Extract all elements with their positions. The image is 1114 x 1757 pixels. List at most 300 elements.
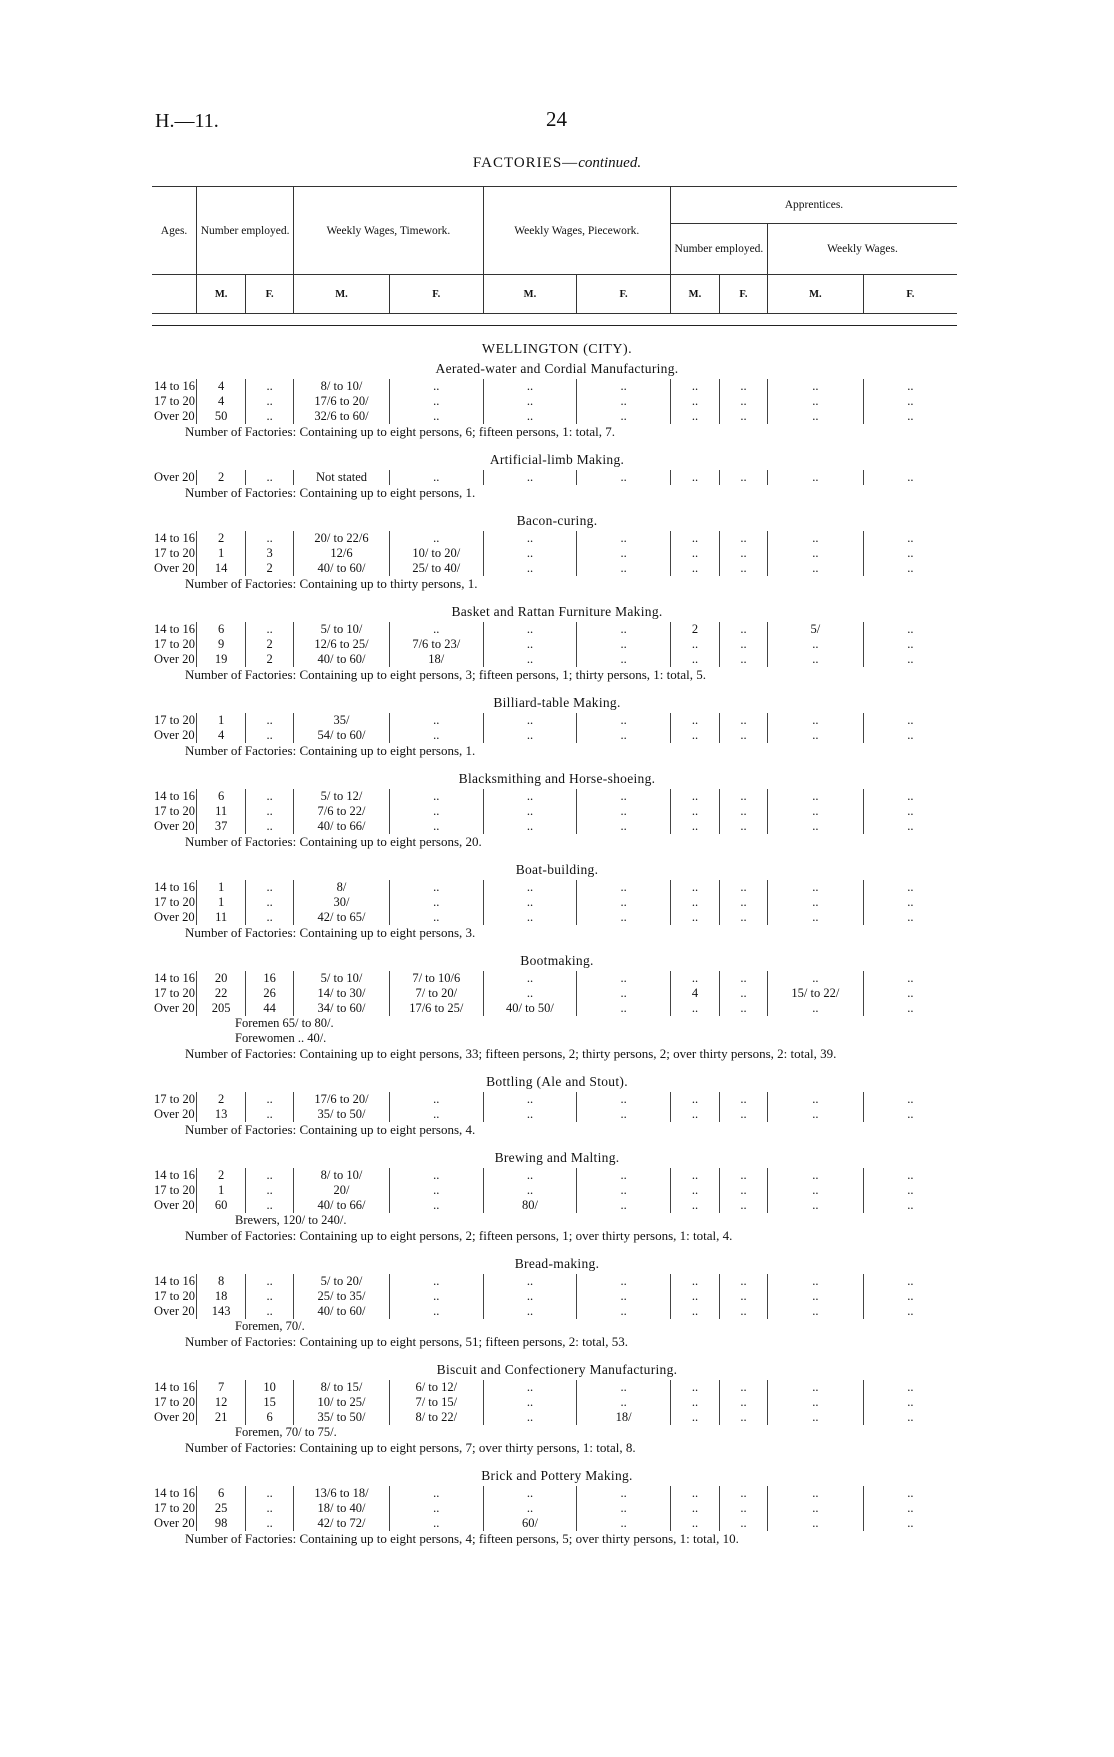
table-cell: Over 20 — [154, 470, 195, 484]
table-cell: 1 — [197, 713, 246, 728]
table-cell: 6 — [197, 1486, 246, 1501]
table-cell: .. — [483, 1092, 577, 1107]
trade-table — [152, 1274, 957, 1319]
table-cell: .. — [670, 1501, 719, 1516]
trade-table — [152, 713, 957, 743]
table-cell: .. — [483, 728, 577, 743]
trade-section — [0, 1150, 1114, 1244]
table-cell: 17 to 20 — [154, 1092, 195, 1106]
trade-table — [152, 622, 957, 667]
table-cell: .. — [863, 622, 957, 637]
table-cell: Over 20 — [154, 652, 195, 666]
trade-heading: Billiard-table Making. — [493, 695, 621, 710]
table-row — [152, 1410, 957, 1425]
table-note: Foremen, 70/. — [235, 1319, 305, 1333]
factories-count: Number of Factories: Containing up to eight persons, 3. — [185, 925, 476, 940]
table-cell: .. — [483, 986, 577, 1001]
table-cell: .. — [577, 409, 671, 424]
table-cell: .. — [246, 1092, 294, 1107]
running-title-continued: continued. — [578, 155, 642, 171]
table-cell: .. — [767, 379, 863, 394]
table-cell: .. — [483, 789, 577, 804]
table-cell: 8/ to 10/ — [294, 379, 390, 394]
header-wages-piecework: Weekly Wages, Piecework. — [483, 187, 670, 275]
table-cell: 17 to 20 — [154, 394, 195, 408]
trade-section — [0, 604, 1114, 683]
table-cell: 14 to 16 — [154, 622, 195, 636]
table-cell: 8/ — [294, 880, 390, 895]
table-cell: .. — [863, 1486, 957, 1501]
table-cell: .. — [483, 394, 577, 409]
table-cell: 6 — [197, 789, 246, 804]
table-cell: 40/ to 50/ — [483, 1001, 577, 1016]
table-cell: 25/ to 40/ — [389, 561, 483, 576]
trade-sections — [0, 361, 1114, 1547]
table-cell: .. — [719, 1289, 767, 1304]
table-cell: .. — [767, 1486, 863, 1501]
table-cell: 80/ — [483, 1198, 577, 1213]
table-cell: .. — [483, 819, 577, 834]
trade-table — [152, 470, 957, 485]
table-cell: .. — [577, 1304, 671, 1319]
table-cell: 60/ — [483, 1516, 577, 1531]
table-cell: .. — [719, 1486, 767, 1501]
table-cell: .. — [863, 1198, 957, 1213]
table-cell: .. — [246, 804, 294, 819]
table-cell: .. — [483, 546, 577, 561]
table-cell: .. — [670, 804, 719, 819]
table-cell: .. — [767, 1380, 863, 1395]
table-cell: .. — [719, 394, 767, 409]
column-header-table — [152, 186, 957, 314]
table-cell: .. — [577, 971, 671, 986]
table-cell: .. — [719, 1501, 767, 1516]
table-cell: .. — [863, 652, 957, 667]
table-cell: .. — [767, 1516, 863, 1531]
table-cell: .. — [719, 1274, 767, 1289]
table-cell: .. — [863, 637, 957, 652]
table-cell: 9 — [197, 637, 246, 652]
trade-section — [0, 361, 1114, 440]
table-cell: .. — [389, 1183, 483, 1198]
table-cell: .. — [767, 910, 863, 925]
header-apprentice-wages: Weekly Wages. — [767, 224, 957, 275]
table-cell: 14 to 16 — [154, 1274, 195, 1288]
table-cell: .. — [577, 1380, 671, 1395]
trade-heading: Aerated-water and Cordial Manufacturing. — [435, 361, 679, 376]
table-cell: .. — [719, 1304, 767, 1319]
table-cell: 14/ to 30/ — [294, 986, 390, 1001]
table-cell: 1 — [197, 546, 246, 561]
table-cell: 6 — [246, 1410, 294, 1425]
table-cell: 17 to 20 — [154, 1501, 195, 1515]
table-cell: 5/ to 10/ — [294, 971, 390, 986]
table-cell: .. — [389, 1274, 483, 1289]
table-row — [152, 1198, 957, 1213]
table-cell: Over 20 — [154, 1516, 195, 1530]
table-cell: 98 — [197, 1516, 246, 1531]
table-cell: .. — [389, 1516, 483, 1531]
table-cell: .. — [483, 1274, 577, 1289]
table-cell: .. — [767, 971, 863, 986]
table-cell: .. — [389, 910, 483, 925]
table-row — [152, 622, 957, 637]
table-cell: .. — [670, 1092, 719, 1107]
table-cell: .. — [246, 1289, 294, 1304]
table-cell: .. — [483, 713, 577, 728]
table-cell: .. — [577, 652, 671, 667]
table-cell: .. — [483, 880, 577, 895]
table-cell: .. — [767, 652, 863, 667]
table-cell: .. — [389, 1486, 483, 1501]
table-cell: .. — [767, 895, 863, 910]
table-cell: 17/6 to 20/ — [294, 394, 390, 409]
table-cell: .. — [483, 971, 577, 986]
table-cell: .. — [767, 1168, 863, 1183]
trade-table — [152, 531, 957, 576]
table-cell: 14 to 16 — [154, 379, 195, 393]
table-cell: .. — [670, 1516, 719, 1531]
table-cell: .. — [389, 1198, 483, 1213]
table-cell: .. — [719, 1395, 767, 1410]
table-cell: .. — [577, 1092, 671, 1107]
table-cell: .. — [483, 1183, 577, 1198]
header-m: M. — [670, 275, 719, 314]
table-cell: .. — [719, 546, 767, 561]
table-cell: .. — [767, 1183, 863, 1198]
table-note: Brewers, 120/ to 240/. — [235, 1213, 347, 1227]
table-cell: 60 — [197, 1198, 246, 1213]
trade-section — [0, 1074, 1114, 1138]
table-cell: .. — [767, 1198, 863, 1213]
table-cell: .. — [389, 895, 483, 910]
table-cell: .. — [577, 1274, 671, 1289]
table-cell: .. — [577, 880, 671, 895]
table-cell: .. — [670, 379, 719, 394]
running-title-main: FACTORIES— — [472, 155, 579, 171]
table-cell: .. — [577, 1289, 671, 1304]
table-cell: .. — [483, 895, 577, 910]
table-cell: .. — [577, 910, 671, 925]
table-cell: Over 20 — [154, 1107, 195, 1121]
table-cell: .. — [577, 546, 671, 561]
table-cell: .. — [670, 971, 719, 986]
table-cell: .. — [863, 1304, 957, 1319]
table-cell: .. — [577, 379, 671, 394]
table-cell: 4 — [197, 728, 246, 743]
table-cell: 22 — [197, 986, 246, 1001]
header-m: M. — [483, 275, 577, 314]
table-cell: .. — [767, 1410, 863, 1425]
table-row — [152, 1395, 957, 1410]
table-row — [152, 986, 957, 1001]
table-cell: .. — [577, 394, 671, 409]
table-cell: .. — [719, 1001, 767, 1016]
table-cell: .. — [767, 819, 863, 834]
table-cell: .. — [577, 804, 671, 819]
table-cell: .. — [719, 1198, 767, 1213]
table-cell: .. — [246, 394, 294, 409]
table-cell: 40/ to 66/ — [294, 1198, 390, 1213]
table-cell: 1 — [197, 880, 246, 895]
table-cell: .. — [767, 561, 863, 576]
table-cell: Over 20 — [154, 561, 195, 575]
document-reference: H.—11. — [155, 110, 219, 132]
table-cell: .. — [863, 394, 957, 409]
table-cell: .. — [767, 1107, 863, 1122]
table-cell: .. — [577, 1198, 671, 1213]
table-cell: 17 to 20 — [154, 895, 195, 909]
table-cell: .. — [577, 789, 671, 804]
table-cell: .. — [483, 379, 577, 394]
table-row — [152, 895, 957, 910]
table-cell: .. — [246, 1183, 294, 1198]
table-cell: .. — [483, 1304, 577, 1319]
table-cell: 11 — [197, 804, 246, 819]
table-cell: .. — [863, 546, 957, 561]
table-cell: .. — [389, 394, 483, 409]
table-cell: 14 to 16 — [154, 1486, 195, 1500]
table-cell: 18/ to 40/ — [294, 1501, 390, 1516]
table-cell: 5/ — [767, 622, 863, 637]
table-cell: 2 — [246, 561, 294, 576]
table-cell: .. — [719, 789, 767, 804]
trade-section — [0, 1468, 1114, 1547]
table-cell: 17 to 20 — [154, 804, 195, 818]
table-cell: .. — [577, 1183, 671, 1198]
table-cell: .. — [863, 895, 957, 910]
table-row — [152, 804, 957, 819]
table-row — [152, 394, 957, 409]
table-cell: .. — [483, 531, 577, 546]
table-cell: .. — [863, 1410, 957, 1425]
table-cell: .. — [246, 409, 294, 424]
table-cell: .. — [863, 531, 957, 546]
table-cell: .. — [670, 1107, 719, 1122]
table-cell: 18/ — [577, 1410, 671, 1425]
table-cell: 205 — [197, 1001, 246, 1016]
trade-heading: Bacon-curing. — [516, 513, 598, 528]
table-cell: .. — [670, 1001, 719, 1016]
table-row — [152, 379, 957, 394]
table-cell: 32/6 to 60/ — [294, 409, 390, 424]
table-cell: .. — [483, 1107, 577, 1122]
header-m: M. — [294, 275, 390, 314]
table-cell: .. — [719, 409, 767, 424]
table-cell: 11 — [197, 910, 246, 925]
table-cell: .. — [670, 561, 719, 576]
table-cell: 35/ to 50/ — [294, 1410, 390, 1425]
table-cell: .. — [719, 1410, 767, 1425]
table-cell: .. — [670, 1183, 719, 1198]
table-cell: .. — [863, 1107, 957, 1122]
table-cell: Over 20 — [154, 409, 195, 423]
table-cell: Over 20 — [154, 1304, 195, 1318]
table-row — [152, 819, 957, 834]
table-cell: .. — [670, 470, 719, 485]
table-cell: 7/6 to 23/ — [389, 637, 483, 652]
table-cell: .. — [483, 1486, 577, 1501]
table-cell: .. — [577, 1501, 671, 1516]
table-row — [152, 637, 957, 652]
table-cell: 14 — [197, 561, 246, 576]
table-cell: .. — [863, 1516, 957, 1531]
header-f: F. — [863, 275, 957, 314]
trade-heading: Blacksmithing and Horse-shoeing. — [458, 771, 656, 786]
trade-section — [0, 695, 1114, 759]
table-cell: .. — [389, 1501, 483, 1516]
table-cell: .. — [863, 1001, 957, 1016]
table-cell: .. — [577, 561, 671, 576]
table-cell: .. — [767, 394, 863, 409]
factories-count: Number of Factories: Containing up to eight persons, 1. — [185, 743, 476, 758]
table-row — [152, 1289, 957, 1304]
table-cell: 8/ to 10/ — [294, 1168, 390, 1183]
table-cell: .. — [389, 379, 483, 394]
table-cell: .. — [719, 652, 767, 667]
table-cell: .. — [577, 1168, 671, 1183]
table-cell: .. — [670, 1289, 719, 1304]
table-cell: 12 — [197, 1395, 246, 1410]
table-cell: .. — [767, 1395, 863, 1410]
trade-section — [0, 513, 1114, 592]
table-row — [152, 1380, 957, 1395]
table-cell: 10 — [246, 1380, 294, 1395]
table-row — [152, 1304, 957, 1319]
table-cell: 20/ to 22/6 — [294, 531, 390, 546]
table-cell: .. — [246, 531, 294, 546]
table-cell: .. — [483, 652, 577, 667]
table-cell: 50 — [197, 409, 246, 424]
factories-count: Number of Factories: Containing up to thirty persons, 1. — [185, 576, 478, 591]
table-cell: 8/ to 15/ — [294, 1380, 390, 1395]
table-cell: 44 — [246, 1001, 294, 1016]
table-row — [152, 1001, 957, 1016]
table-cell: Over 20 — [154, 819, 195, 833]
table-cell: .. — [863, 880, 957, 895]
table-cell: .. — [246, 1198, 294, 1213]
table-cell: 25 — [197, 1501, 246, 1516]
table-cell: .. — [767, 637, 863, 652]
table-cell: .. — [670, 1304, 719, 1319]
table-cell: 1 — [197, 1183, 246, 1198]
table-cell: 1 — [197, 895, 246, 910]
table-cell: .. — [389, 819, 483, 834]
header-apprentices: Apprentices. — [670, 187, 957, 224]
factories-count: Number of Factories: Containing up to eight persons, 4. — [185, 1122, 476, 1137]
table-cell: .. — [863, 728, 957, 743]
table-cell: 17 to 20 — [154, 1183, 195, 1197]
factories-count: Number of Factories: Containing up to eight persons, 51; fifteen persons, 2: total, 53. — [185, 1334, 629, 1349]
table-cell: 19 — [197, 652, 246, 667]
table-cell: Over 20 — [154, 1198, 195, 1212]
table-cell: .. — [483, 470, 577, 485]
trade-heading: Bottling (Ale and Stout). — [486, 1074, 628, 1089]
table-cell: .. — [389, 789, 483, 804]
trade-table — [152, 379, 957, 424]
trade-table — [152, 1168, 957, 1213]
table-cell: .. — [246, 1304, 294, 1319]
table-cell: .. — [483, 910, 577, 925]
table-cell: .. — [863, 1092, 957, 1107]
table-row — [152, 1274, 957, 1289]
table-cell: .. — [767, 1501, 863, 1516]
table-cell: .. — [670, 1274, 719, 1289]
trade-heading: Brewing and Malting. — [494, 1150, 620, 1165]
table-cell: .. — [389, 470, 483, 485]
table-cell: .. — [767, 728, 863, 743]
table-cell: .. — [863, 409, 957, 424]
table-cell: 17 to 20 — [154, 1395, 195, 1409]
table-cell: 21 — [197, 1410, 246, 1425]
table-cell: .. — [246, 789, 294, 804]
trade-heading: Basket and Rattan Furniture Making. — [451, 604, 663, 619]
table-cell: .. — [719, 1183, 767, 1198]
factories-count: Number of Factories: Containing up to eight persons, 6; fifteen persons, 1: total, 7. — [185, 424, 616, 439]
table-cell: .. — [719, 971, 767, 986]
table-cell: 35/ to 50/ — [294, 1107, 390, 1122]
table-cell: .. — [863, 971, 957, 986]
table-cell: .. — [767, 1289, 863, 1304]
table-cell: .. — [863, 470, 957, 485]
table-cell: .. — [767, 1274, 863, 1289]
table-cell: .. — [577, 1486, 671, 1501]
city-heading: WELLINGTON (CITY). — [481, 342, 633, 357]
table-cell: .. — [483, 1380, 577, 1395]
table-cell: .. — [389, 880, 483, 895]
table-cell: 5/ to 20/ — [294, 1274, 390, 1289]
table-cell: 2 — [197, 470, 246, 485]
table-cell: 40/ to 60/ — [294, 652, 390, 667]
header-f: F. — [577, 275, 671, 314]
header-m: M. — [767, 275, 863, 314]
table-cell: .. — [389, 728, 483, 743]
table-cell: 17 to 20 — [154, 986, 195, 1000]
table-cell: .. — [670, 728, 719, 743]
table-cell: .. — [670, 1395, 719, 1410]
table-row — [152, 652, 957, 667]
table-cell: Over 20 — [154, 910, 195, 924]
table-cell: Over 20 — [154, 728, 195, 742]
table-cell: 5/ to 12/ — [294, 789, 390, 804]
table-cell: .. — [246, 1107, 294, 1122]
table-cell: .. — [863, 819, 957, 834]
table-cell: 20 — [197, 971, 246, 986]
table-cell: 2 — [197, 1092, 246, 1107]
table-cell: Over 20 — [154, 1410, 195, 1424]
trade-section — [0, 452, 1114, 501]
table-cell: .. — [719, 804, 767, 819]
table-row — [152, 1168, 957, 1183]
table-cell: .. — [577, 819, 671, 834]
trade-section — [0, 1362, 1114, 1456]
table-cell: .. — [767, 880, 863, 895]
table-cell: .. — [767, 470, 863, 485]
table-cell: .. — [246, 1168, 294, 1183]
table-cell: 4 — [197, 394, 246, 409]
table-cell: .. — [670, 1410, 719, 1425]
table-cell: 18/ — [389, 652, 483, 667]
table-body — [0, 334, 1114, 1559]
table-cell: .. — [389, 1168, 483, 1183]
table-cell: .. — [719, 379, 767, 394]
trade-heading: Biscuit and Confectionery Manufacturing. — [436, 1362, 678, 1377]
table-cell: .. — [246, 379, 294, 394]
factories-count: Number of Factories: Containing up to eight persons, 33; fifteen persons, 2; thirty persons, 2; over thirty persons, 2: total, 39. — [185, 1046, 837, 1061]
table-cell: 143 — [197, 1304, 246, 1319]
table-cell: .. — [483, 1289, 577, 1304]
trade-heading: Bootmaking. — [520, 953, 594, 968]
